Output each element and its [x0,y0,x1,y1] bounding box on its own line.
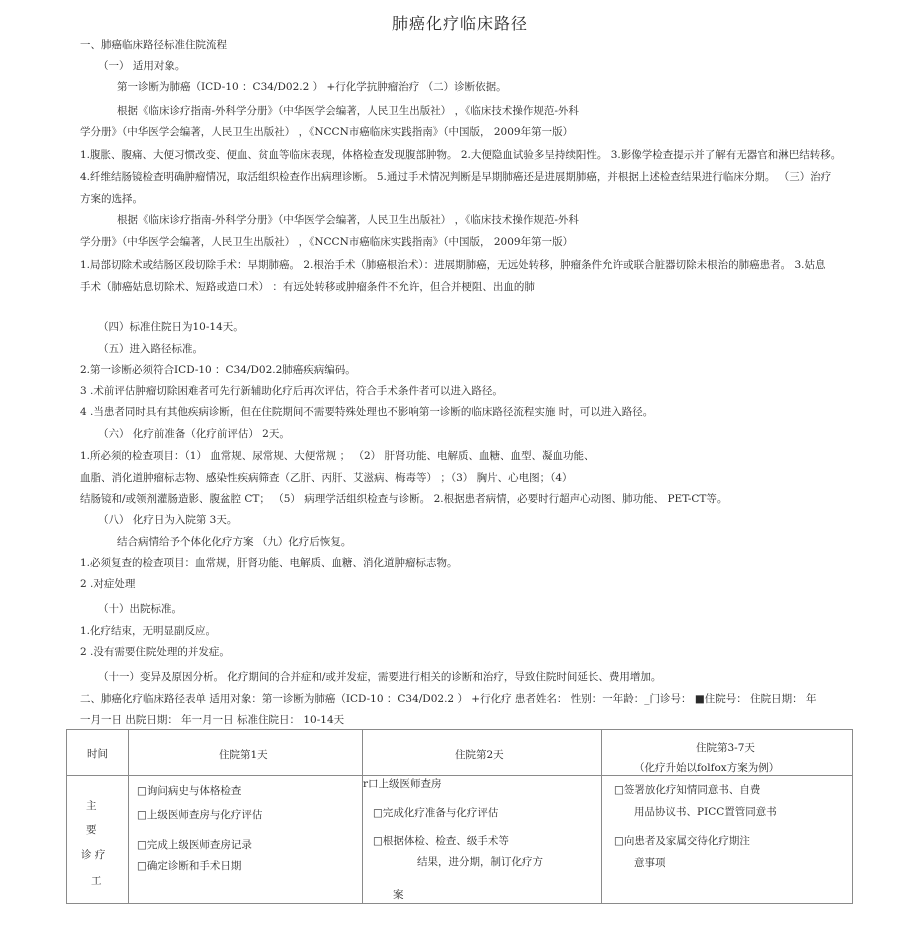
day2-item: □根据体检、检查、级手术等 [373,835,509,847]
text-line: 方案的选择。 [80,193,143,205]
day3-item: 用品协议书、PICC置管同意书 [634,806,777,818]
header-day1 [129,730,363,776]
text-line: 血脂、消化道肿瘤标志物、感染性疾病筛查（乙肝、丙肝、艾滋病、梅毒等） ；（3） 胸片、心电图；（4） [80,472,573,484]
text-line: 1.局部切除术或结肠区段切除手术：早期肺癌。 2.根治手术（肺癌根治术）：进展期肺癌，无远处转移，肿瘤条件允许或联合脏器切除未根治的肺癌患者。 3.姑息 [80,259,826,271]
text-line: 1.腹胀、腹痛、大便习惯改变、便血、贫血等临床表现，体格检查发现腹部肿物。 2.大便隐血试验多呈持续阳性。 3.影像学检查提示并了解有无器官和淋巴结转移。 [80,149,842,161]
text-line: 学分册》（中华医学会编著，人民卫生出版社） ，《NCCN市癌临床实践指南》（中国版， 2009年第一版） [80,126,574,138]
text-line: 1.必须复查的检查项目：血常规，肝肾功能、电解质、血糖、消化道肿瘤标志物。 [80,557,458,569]
text-line: 结合病情给予个体化化疗方案 （九）化疗后恢复。 [117,536,352,548]
text-line: 2.第一诊断必须符合ICD-10 ：C34/D02.2肺癌疾病编码。 [80,364,356,376]
text-line: 一月一日 出院日期： 年一月一日 标准住院日： 10-14天 [80,714,345,726]
text-line: 一、肺癌临床路径标准住院流程 [80,39,227,51]
text-line: 第一诊断为肺癌（ICD-10 ：C34/D02.2 ） +行化学抗肿瘤治疗 （二）诊断依据。 [117,81,507,93]
header-day3-7-label: 住院第3-7天 [696,742,755,754]
header-day3-7-note: （化疗升始以folfox方案为例） [634,762,780,774]
day2-cell [363,776,602,904]
text-line: 4.纤维结肠镜检查明确肿瘤情况，取活组织检查作出病理诊断。 5.通过手术情况判断是早期肺癌还是进展期肺癌，并根据上述检查结果进行临床分期。 （三）治疗 [80,171,832,183]
day1-item: □确定诊断和手术日期 [137,860,242,872]
row-label-1: 主 [86,800,97,812]
pathway-table [66,729,853,904]
text-line: 手术（肺癌姑息切除术、短路或造口术） ：有远处转移或肿瘤条件不允许，但合并梗阻、出血的肺 [80,281,535,293]
text-line: （十）出院标准。 [98,603,182,615]
day1-item: □询问病史与体格检查 [137,785,242,797]
text-line: （一） 适用对象。 [98,60,186,72]
table-row [67,776,853,904]
text-line: 1.化疗结束，无明显副反应。 [80,625,217,637]
text-line: 根据《临床诊疗指南-外科学分册》（中华医学会编著，人民卫生出版社） ，《临床技术操作规范-外科 [117,105,579,117]
text-line: （十一）变异及原因分析。 化疗期间的合并症和/或并发症，需要进行相关的诊断和治疗，导致住院时间延长、费用增加。 [98,671,662,683]
header-day2 [363,730,602,776]
day1-item: □完成上级医师查房记录 [137,839,252,851]
text-line: 学分册》（中华医学会编著，人民卫生出版社） ，《NCCN市癌临床实践指南》（中国版， 2009年第一版） [80,236,574,248]
day2-item: 案 [393,889,404,901]
day1-cell [129,776,363,904]
day3-item: 意事项 [634,857,666,869]
text-line: （六） 化疗前准备（化疗前评估） 2天。 [98,428,290,440]
text-line: 2 .没有需要住院处理的并发症。 [80,646,230,658]
row-label-3: 诊 疗 [81,849,106,861]
day2-item: □完成化疗准备与化疗评估 [373,807,499,819]
day2-item: r口上级医师查房 [363,778,442,790]
text-line: 1.所必须的检查项目：（1） 血常规、尿常规、大便常规 ； （2） 肝肾功能、电解质、血糖、血型、凝血功能、 [80,450,595,462]
header-day2-label: 住院第2天 [455,749,504,761]
day3-item: □向患者及家属交待化疗期注 [614,835,750,847]
text-line: 二、肺癌化疗临床路径表单 适用对象：第一诊断为肺癌（ICD-10 ：C34/D02.2 ） +行化疗 患者姓名： 性别：一年龄：_门诊号： ■住院号： 住院日期： 年 [80,693,817,705]
text-line: 4 .当患者同时具有其他疾病诊断，但在住院期间不需要特殊处理也不影响第一诊断的临床路径流程实施 时，可以进入路径。 [80,406,654,418]
text-line: 2 .对症处理 [80,578,136,590]
header-day1-label: 住院第1天 [219,749,268,761]
page-title: 肺癌化疗临床路径 [391,14,528,33]
text-line: 结肠镜和/或领剂灌肠造影、腹盆腔 CT； （5） 病理学活组织检查与诊断。 2.根据患者病情，必要时行超声心动图、肺功能、 PET-CT等。 [80,493,728,505]
table-header-row [67,730,853,776]
header-day3-7 [602,730,853,776]
day3-7-cell [602,776,853,904]
text-line: 根据《临床诊疗指南-外科学分册》（中华医学会编著，人民卫生出版社） ，《临床技术操作规范-外科 [117,214,579,226]
text-line: （五）进入路径标准。 [98,343,203,355]
row-label-2: 要 [86,824,97,836]
day1-item: □上级医师查房与化疗评估 [137,809,263,821]
header-time [67,730,129,776]
text-line: 3 .术前评估肿瘤切除困难者可先行新辅助化疗后再次评估，符合手术条件者可以进入路径。 [80,385,503,397]
text-line: （四）标准住院日为10-14天。 [98,321,244,333]
day2-item: 结果，进分期，制订化疗方 [417,856,543,868]
row-label-4: 工 [91,875,102,887]
day3-item: □签署放化疗知情同意书、自费 [614,784,761,796]
header-time-label: 时间 [87,748,108,760]
row-label-cell [67,776,129,904]
text-line: （八） 化疗日为入院第 3天。 [98,514,238,526]
